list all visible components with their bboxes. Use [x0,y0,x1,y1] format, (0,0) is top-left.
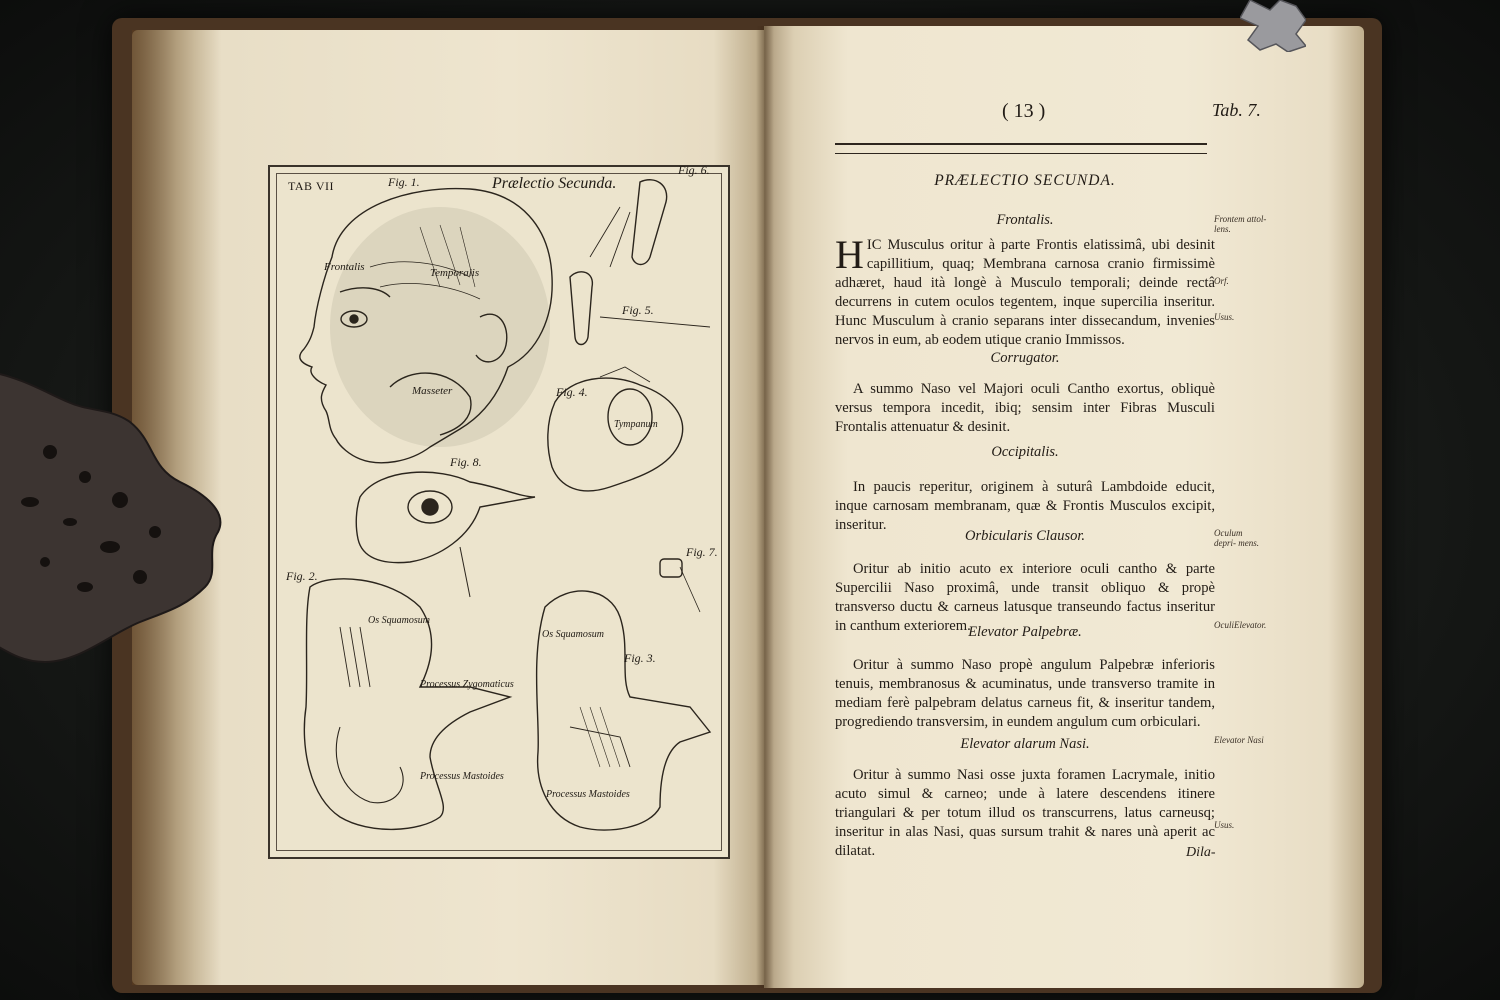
margin-note-oculum: Oculum depri- mens. [1214,528,1259,548]
page-number: ( 13 ) [1002,100,1046,122]
label-processus-mastoides-fig3: Processus Mastoides [546,789,630,800]
label-temporalis: Temporalis [430,267,480,279]
margin-note-frontem: Frontem attol- lens. [1214,214,1267,234]
fig1-label: Fig. 1. [388,175,420,189]
label-os-squamosum-fig3: Os Squamosum [542,629,604,640]
fig4-label: Fig. 4. [556,385,588,399]
label-masseter: Masseter [412,385,453,397]
paragraph-frontalis [835,232,1215,350]
metal-clip-ornament [1240,0,1306,52]
header-rule-thin [835,153,1207,154]
heading-elevator-alarum-nasi: Elevator alarum Nasi. [960,736,1090,752]
fig2-label: Fig. 2. [286,569,318,583]
anatomical-plate [268,165,730,859]
margin-note-oculi-elevator: OculiElevator. [1214,620,1267,630]
fig7-label: Fig. 7. [686,545,718,559]
heading-orbicularis: Orbicularis Clausor. [964,528,1086,544]
plate-title: Prælectio Secunda. [492,175,617,192]
paragraph-corrugator: A summo Naso vel Majori oculi Cantho exortus, obliquè versus tempora incedit, ibiq; sensim inter Fibras Musculi Frontalis attenuatur & desinit. [835,381,1215,435]
margin-note-elevator-nasi: Elevator Nasi [1214,735,1264,745]
paragraph-orbicularis: Oritur ab initio acuto ex interiore oculi cantho & parte Supercilii Naso proximâ, unde transit obliquo & propè transverso ductu & carneus latusque transeundo factus inseritur in canthum exteriorem. [835,561,1215,634]
fig5-label: Fig. 5. [622,303,654,317]
heading-elevator-palpebrae: Elevator Palpebræ. [968,624,1082,640]
margin-note-usus-1: Usus. [1214,312,1235,322]
fig6-label: Fig. 6. [678,163,710,177]
paragraph-frontalis-text: IC Musculus oritur à parte Frontis elatissimâ, ubi desinit capillitium, quaq; Membrana carnosa cranio firmissimè adhæret, haud ità longè à Musculo temporali; deinde rectâ decurrens in cutem oculos tegentem, inque supercilia inseritur. Hunc Musculum à cranio separans inter dissecandum, invenies nervos in eum, ab eodem utique cranio Immissos. [835,237,1215,348]
margin-note-usus-2: Usus. [1214,820,1235,830]
label-frontalis: Frontalis [324,261,365,273]
heading-corrugator: Corrugator. [990,350,1060,366]
paragraph-occipitalis: In paucis reperitur, originem à suturâ Lambdoide educit, inque carnosam membranam, quæ & Frontis Musculos excipit, inseritur. [835,479,1215,533]
page-weight-ornament [0,372,230,667]
header-rule [835,143,1207,145]
paragraph-elevator-alarum-nasi: Oritur à summo Nasi osse juxta foramen Lacrymale, initio acuto simul & carneo; unde à latere descendens itinere triangulari & per totum illud os transcurrens, latus carneusq; inseritur in alas Nasi, quas sursum trahit & nares unà aperit ac dilatat. [835,767,1215,859]
book-gutter [756,26,774,988]
section-title: PRÆLECTIO SECUNDA. [934,172,1116,189]
margin-note-orf: Orf. [1214,276,1229,286]
label-tympanum: Tympanum [614,419,658,430]
plate-tab-label: TAB VII [288,179,334,193]
fig3-label: Fig. 3. [624,651,656,665]
label-processus-mastoides: Processus Mastoides [420,771,504,782]
dropcap: H [835,232,864,277]
heading-frontalis: Frontalis. [996,212,1054,228]
catchword: Dila- [1186,845,1216,860]
paragraph-elevator-palpebrae: Oritur à summo Naso propè angulum Palpebræ inferioris tenuis, membranosus & acuminatus, unde transverso tramite in mediam ferè palpebram delatus carneus fit, & inseritur tandem, progrediendo transversim, in eundem angulum cum orbiculari. [835,657,1215,730]
label-os-squamosum: Os Squamosum [368,615,430,626]
heading-occipitalis: Occipitalis. [991,444,1059,460]
fig8-label: Fig. 8. [450,455,482,469]
table-reference: Tab. 7. [1212,100,1261,120]
label-processus-zygomaticus: Processus Zygomaticus [420,679,514,690]
